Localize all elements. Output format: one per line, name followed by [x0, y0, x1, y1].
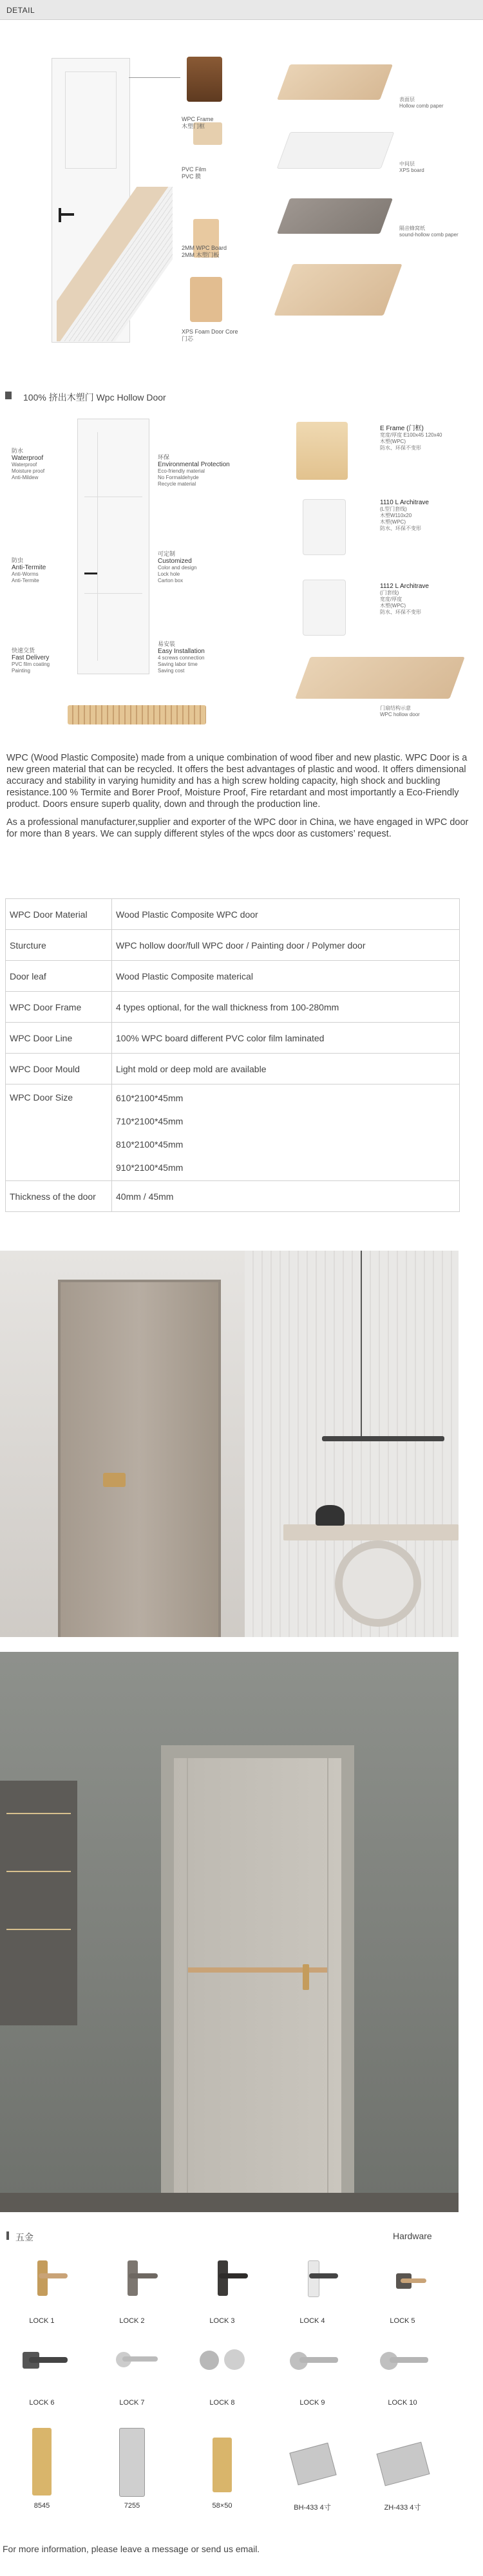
frame-spec: 防水、环保不变形: [380, 526, 421, 531]
section-marker-icon: [5, 392, 12, 399]
table-row: [6, 992, 460, 1023]
callout-label-cn: PVC 膜: [182, 173, 202, 180]
feature-easy-installation: [158, 641, 235, 674]
feature-bullet: Anti-Worms: [12, 571, 39, 577]
door-handle-icon: [103, 1473, 126, 1487]
description-paragraph-1: WPC (Wood Plastic Composite) made from a unique combination of wood fiber and new plastic. WPC Door is a new green material that can be recycled. It offers the best advantages of plastic and wood. It offers dimensional accuracy and stability in varying humidity and has a high screw holding capacity, high shock and buckling resistance.100 % Termite and Borer Proof, Moisture Proof, Fire retardant and most importantly a Eco-Friendly product. Doors ensure superb quality, down and through the production line.: [6, 753, 468, 810]
footer-contact-text: For more information, please leave a message or send us email.: [3, 2544, 260, 2554]
detail-title: DETAIL: [6, 6, 35, 15]
spec-value: WPC hollow door/full WPC door / Painting door / Polymer door: [112, 930, 460, 961]
layer-label-en: Hollow comb paper: [399, 103, 444, 109]
lock-row-3: [13, 2428, 464, 2518]
frame-spec: 木塑(WPC): [380, 603, 406, 609]
feature-bullet: Anti-Termite: [12, 578, 39, 583]
feature-bullet: Anti-Mildew: [12, 475, 39, 480]
lock-label: LOCK 9: [299, 2399, 325, 2407]
knob-icon: [200, 2351, 219, 2370]
lock-label: LOCK 3: [209, 2317, 235, 2325]
spec-value: Light mold or deep mold are available: [112, 1054, 460, 1084]
feature-environmental: [158, 454, 235, 488]
l-architrave-1112-image: [303, 580, 346, 636]
hardware-title-cn: 五金: [15, 2232, 33, 2242]
feature-bullet: PVC film coating: [12, 661, 50, 667]
section2-title-bar: [5, 390, 475, 402]
feature-bullet: Lock hole: [158, 571, 180, 577]
frame-title: 1110 L Architrave: [380, 499, 429, 506]
hardware-title-bar: [6, 2230, 464, 2242]
feature-bullet: No Formaldehyde: [158, 475, 199, 480]
hardware-title-en: Hardware: [393, 2231, 432, 2241]
feature-title-cn: 易安装: [158, 641, 176, 647]
callout-wpc-board: [182, 245, 227, 259]
door-slab-image: [295, 657, 465, 699]
lever-handle-icon: [308, 2260, 319, 2297]
lock-label: LOCK 7: [119, 2399, 145, 2407]
frame-title-cn: (L型门套线): [380, 506, 407, 512]
feature-title-en: Fast Delivery: [12, 654, 50, 661]
table-row: [6, 1054, 460, 1084]
frame-spec: 宽度/厚度: [380, 596, 402, 602]
lock-label: LOCK 1: [29, 2317, 55, 2325]
feature-bullet: Waterproof: [12, 462, 37, 468]
callout-label-cn: 门芯: [182, 336, 194, 342]
interior-photo-1: [0, 1251, 459, 1637]
feature-bullet: Eco-friendly material: [158, 468, 205, 474]
feature-title-cn: 防虫: [12, 557, 24, 564]
lock-label: 7255: [124, 2502, 140, 2510]
e-frame-image: [296, 422, 348, 480]
xps-core-image: [190, 277, 222, 322]
layer-honeycomb-image: [277, 198, 393, 234]
lock-label: LOCK 10: [388, 2399, 417, 2407]
spec-key: WPC Door Line: [6, 1023, 112, 1054]
layer-label-cn: 隔音蜂窝纸: [399, 225, 425, 231]
lock-label: LOCK 5: [390, 2317, 415, 2325]
layer-label-cn: 表面层: [399, 97, 415, 102]
feature-title-cn: 可定制: [158, 551, 176, 557]
door-slab-label-cn: 门扇结构示意: [380, 705, 411, 711]
feature-waterproof: [12, 448, 76, 481]
layer-label-1: [399, 97, 443, 109]
size-option: 610*2100*45mm: [116, 1092, 184, 1103]
spec-table: [5, 898, 460, 1212]
layer-label-en: sound-hollow comb paper: [399, 232, 459, 238]
lock-label: 58×50: [212, 2502, 232, 2510]
lock-body-icon: [32, 2428, 52, 2496]
layer-label-en: XPS board: [399, 167, 424, 173]
feature-bullet: Saving labor time: [158, 661, 198, 667]
frame-title-cn: (门框): [406, 425, 424, 432]
hollow-core-board-image: [68, 705, 206, 724]
frame-spec: 木塑W110x20: [380, 513, 412, 518]
callout-label-en: PVC Film: [182, 166, 206, 173]
spec-key: Door leaf: [6, 961, 112, 992]
frame-e-info: [380, 425, 477, 451]
frame-1112-info: [380, 583, 477, 616]
callout-pvc-film: [182, 166, 206, 180]
door-cutaway: [57, 187, 173, 341]
spec-key: Thickness of the door: [6, 1181, 112, 1212]
callout-xps-core: [182, 328, 238, 343]
spec-value: Wood Plastic Composite WPC door: [112, 899, 460, 930]
frame-spec: 宽度/厚度 E100x45 120x40: [380, 432, 442, 438]
feature-fast-delivery: [12, 647, 76, 674]
table-row: [6, 899, 460, 930]
lock-label: LOCK 6: [29, 2399, 55, 2407]
lock-label: LOCK 4: [299, 2317, 325, 2325]
callout-wpc-frame: [182, 116, 214, 130]
size-option: 810*2100*45mm: [116, 1139, 184, 1150]
layer-label-cn: 中间层: [399, 161, 415, 167]
lock-label: 8545: [33, 2502, 50, 2510]
door-slab-label: [380, 705, 420, 718]
table-row: [6, 1181, 460, 1212]
callout-label-cn: 2MM 木塑门板: [182, 252, 220, 258]
spec-key: WPC Door Frame: [6, 992, 112, 1023]
table-row: [6, 1084, 460, 1181]
frame-spec: 木塑(WPC): [380, 519, 406, 525]
lamp-image: [361, 1251, 362, 1437]
door-handle-icon: [84, 573, 97, 574]
layer-surface-image: [277, 64, 393, 100]
feature-bullet: 4 screws connection: [158, 655, 205, 661]
feature-bullet: Painting: [12, 668, 30, 674]
shelf-image: [0, 1781, 77, 2025]
feature-bullet: Carton box: [158, 578, 184, 583]
frame-spec: 防水、环保不变形: [380, 609, 421, 615]
feature-title-en: Anti-Termite: [12, 564, 46, 571]
feature-title-cn: 防水: [12, 448, 24, 454]
spec-value: 4 types optional, for the wall thickness from 100-280mm: [112, 992, 460, 1023]
feature-title-en: Environmental Protection: [158, 461, 230, 468]
grey-door-image: [174, 1758, 341, 2212]
section-marker-icon: [6, 2231, 9, 2240]
feature-anti-termite: [12, 557, 76, 584]
frame-1110-info: [380, 499, 477, 532]
section2-title: 100% 挤出木塑门 Wpc Hollow Door: [23, 392, 166, 402]
wood-door-image: [58, 1280, 221, 1637]
feature-title-cn: 快速交货: [12, 647, 35, 654]
frame-title: E Frame: [380, 425, 405, 432]
callout-label-en: XPS Foam Door Core: [182, 328, 238, 335]
frame-spec: 防水、环保不变形: [380, 445, 421, 451]
table-image: [283, 1524, 459, 1540]
hollow-door-image: [77, 419, 149, 674]
frame-title-cn: (门套线): [380, 590, 399, 596]
lock-label: ZH-433 4寸: [384, 2504, 421, 2512]
feature-customized: [158, 551, 235, 584]
frame-spec: 木塑(WPC): [380, 439, 406, 444]
table-row: [6, 1023, 460, 1054]
lock-body-icon: [119, 2428, 145, 2497]
spec-key: WPC Door Mould: [6, 1054, 112, 1084]
layer-label-2: [399, 161, 424, 174]
feature-title-cn: 环保: [158, 454, 170, 460]
size-option: 910*2100*45mm: [116, 1162, 184, 1173]
feature-title-en: Waterproof: [12, 455, 44, 462]
structure-section: [0, 52, 483, 354]
spec-value: Wood Plastic Composite materical: [112, 961, 460, 992]
feature-bullet: Recycle material: [158, 481, 196, 487]
feature-bullet: Saving cost: [158, 668, 185, 674]
detail-header: [0, 0, 483, 20]
layer-xps-image: [277, 132, 395, 169]
spec-value: 100% WPC board different PVC color film laminated: [112, 1023, 460, 1054]
l-architrave-1110-image: [303, 499, 346, 555]
feature-bullet: Color and design: [158, 565, 197, 571]
spec-value: [112, 1084, 460, 1181]
lock-row-1: [13, 2260, 464, 2331]
spec-key: WPC Door Size: [6, 1084, 112, 1181]
features-area: [0, 412, 483, 747]
door-slab-label-en: WPC hollow door: [380, 712, 420, 717]
feature-bullet: Moisture proof: [12, 468, 45, 474]
spec-key: Sturcture: [6, 930, 112, 961]
layer-label-3: [399, 225, 459, 238]
wpc-frame-image: [187, 57, 222, 102]
frame-title: 1112 L Architrave: [380, 583, 429, 590]
lock-label: LOCK 2: [119, 2317, 145, 2325]
spec-key: WPC Door Material: [6, 899, 112, 930]
lock-body-icon: [213, 2438, 232, 2492]
spec-value: 40mm / 45mm: [112, 1181, 460, 1212]
feature-title-en: Customized: [158, 558, 192, 565]
lock-label: LOCK 8: [209, 2399, 235, 2407]
hinge-icon: [289, 2443, 336, 2485]
spec-table-wrapper: [5, 898, 460, 1212]
teapot-image: [316, 1505, 345, 1526]
lock-row-2: [13, 2344, 464, 2415]
callout-label-en: 2MM WPC Board: [182, 245, 227, 251]
description-paragraph-2: As a professional manufacturer,supplier and exporter of the WPC door in China, we have engaged in WPC door for more than 8 years. We can supply different styles of the wpcs door as customers’ request.: [6, 817, 469, 839]
layer-assembled-image: [274, 264, 402, 316]
callout-label-cn: 木塑门框: [182, 123, 205, 129]
interior-photo-2: [0, 1652, 459, 2212]
door-handle-icon: [303, 1964, 309, 1990]
table-row: [6, 961, 460, 992]
table-row: [6, 930, 460, 961]
size-option: 710*2100*45mm: [116, 1115, 184, 1126]
callout-label-en: WPC Frame: [182, 116, 214, 122]
lock-label: BH-433 4寸: [294, 2504, 331, 2512]
feature-title-en: Easy Installation: [158, 648, 205, 655]
hinge-icon: [376, 2442, 430, 2486]
